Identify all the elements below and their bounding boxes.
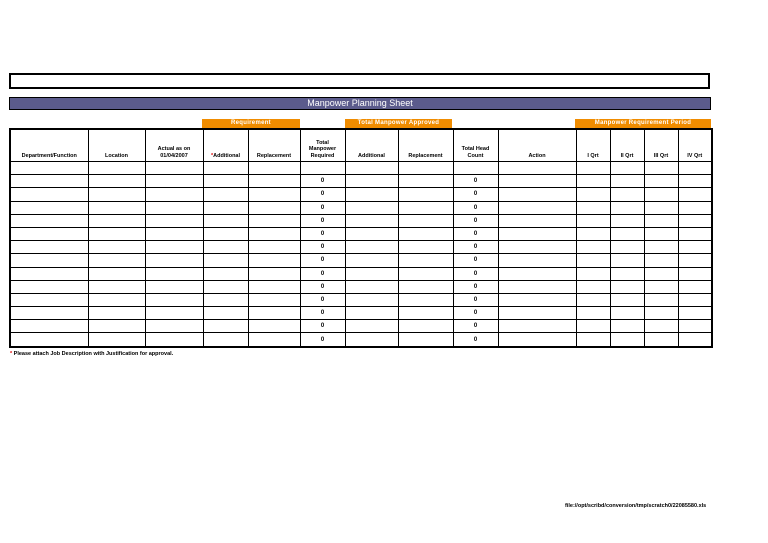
table-cell[interactable] [576, 280, 610, 293]
table-cell[interactable] [10, 188, 88, 201]
table-cell[interactable] [145, 227, 203, 240]
table-cell[interactable] [644, 293, 678, 306]
table-row [10, 214, 712, 227]
table-cell[interactable] [678, 241, 712, 254]
table-row [10, 188, 712, 201]
table-cell[interactable] [203, 333, 248, 347]
table-cell[interactable] [498, 254, 576, 267]
table-cell[interactable] [644, 241, 678, 254]
table-cell[interactable] [610, 333, 644, 347]
table-cell[interactable] [678, 254, 712, 267]
table-cell[interactable]: 0 [300, 201, 345, 214]
table-cell[interactable] [610, 214, 644, 227]
required-star: * [10, 351, 13, 357]
table-cell[interactable] [203, 293, 248, 306]
table-cell[interactable]: 0 [300, 280, 345, 293]
table-cell[interactable] [345, 214, 398, 227]
column-header-label: II Qrt [620, 152, 634, 159]
table-row [10, 267, 712, 280]
table-cell[interactable] [398, 293, 453, 306]
table-cell[interactable] [678, 175, 712, 188]
table-cell[interactable]: 0 [453, 241, 498, 254]
table-cell[interactable] [678, 162, 712, 175]
table-cell[interactable] [248, 267, 300, 280]
table-cell[interactable] [248, 188, 300, 201]
table-cell[interactable] [203, 320, 248, 333]
approval-note-text: Please attach Job Description with Justification for approval. [12, 351, 174, 357]
table-cell[interactable] [644, 254, 678, 267]
table-cell[interactable] [145, 267, 203, 280]
table-cell[interactable] [678, 320, 712, 333]
table-cell[interactable] [498, 241, 576, 254]
table-cell[interactable] [248, 254, 300, 267]
table-cell[interactable] [248, 307, 300, 320]
table-cell[interactable] [610, 320, 644, 333]
table-cell[interactable] [248, 280, 300, 293]
table-cell[interactable] [88, 227, 145, 240]
table-cell[interactable] [644, 175, 678, 188]
table-body [10, 162, 712, 347]
table-cell[interactable] [576, 320, 610, 333]
table-cell[interactable] [678, 333, 712, 347]
period-group-header: Manpower Requirement Period [575, 119, 711, 128]
table-cell[interactable]: 0 [453, 214, 498, 227]
column-header-label: Actual as on 01/04/2007 [157, 146, 191, 159]
table-cell[interactable]: 0 [453, 201, 498, 214]
table-cell[interactable] [398, 280, 453, 293]
table-cell[interactable]: 0 [300, 188, 345, 201]
column-header-label: Total Head Count [461, 146, 490, 159]
column-header [398, 129, 453, 162]
requirement-group-header: Requirement [202, 119, 300, 128]
table-cell[interactable] [10, 241, 88, 254]
table-cell[interactable] [610, 267, 644, 280]
table-cell[interactable] [88, 320, 145, 333]
column-header [345, 129, 398, 162]
table-cell[interactable] [678, 307, 712, 320]
table-cell[interactable]: 0 [453, 188, 498, 201]
table-cell[interactable]: 0 [453, 175, 498, 188]
column-header-label: Additional [213, 152, 241, 159]
table-cell[interactable] [678, 280, 712, 293]
table-cell[interactable] [10, 307, 88, 320]
column-header [10, 129, 88, 162]
table-cell[interactable] [498, 162, 576, 175]
sheet-banner-title: Manpower Planning Sheet [9, 97, 711, 110]
table-cell[interactable] [498, 214, 576, 227]
table-cell[interactable] [88, 188, 145, 201]
table-cell[interactable] [498, 201, 576, 214]
file-path-footer: file://opt/scribd/conversion/tmp/scratch0/22085580.xls [565, 503, 707, 509]
table-row [10, 175, 712, 188]
table-cell[interactable] [398, 188, 453, 201]
table-cell[interactable] [88, 241, 145, 254]
column-header [300, 129, 345, 162]
manpower-table [9, 128, 713, 348]
table-cell[interactable] [88, 254, 145, 267]
table-cell[interactable] [345, 227, 398, 240]
table-cell[interactable]: 0 [453, 307, 498, 320]
table-cell[interactable] [345, 293, 398, 306]
column-header-label: IV Qrt [687, 152, 703, 159]
column-header [498, 129, 576, 162]
table-cell[interactable]: 0 [300, 293, 345, 306]
table-cell[interactable] [203, 254, 248, 267]
table-cell[interactable] [398, 227, 453, 240]
table-cell[interactable] [610, 293, 644, 306]
table-cell[interactable] [345, 162, 398, 175]
approved-group-header: Total Manpower Approved [345, 119, 452, 128]
column-header-label: Total Manpower Required [308, 139, 337, 159]
table-cell[interactable] [398, 214, 453, 227]
column-header-label: Location [105, 152, 128, 159]
table-cell[interactable] [610, 307, 644, 320]
column-header-label: Action [528, 152, 546, 159]
table-cell[interactable] [203, 241, 248, 254]
table-cell[interactable] [576, 333, 610, 347]
column-header-label: I Qrt [587, 152, 599, 159]
table-cell[interactable] [203, 267, 248, 280]
table-cell[interactable]: 0 [453, 267, 498, 280]
table-cell[interactable] [145, 188, 203, 201]
table-cell[interactable] [10, 333, 88, 347]
table-cell[interactable] [10, 254, 88, 267]
table-row [10, 333, 712, 347]
table-cell[interactable] [145, 293, 203, 306]
table-cell[interactable] [610, 227, 644, 240]
table-cell[interactable]: 0 [453, 227, 498, 240]
table-cell[interactable] [10, 162, 88, 175]
table-cell[interactable] [88, 280, 145, 293]
table-cell[interactable] [610, 201, 644, 214]
table-cell[interactable] [644, 214, 678, 227]
table-row [10, 162, 712, 175]
column-header [88, 129, 145, 162]
table-cell[interactable] [576, 254, 610, 267]
column-header [145, 129, 203, 162]
table-cell[interactable] [453, 162, 498, 175]
table-cell[interactable] [248, 320, 300, 333]
table-cell[interactable] [644, 227, 678, 240]
table-cell[interactable] [345, 175, 398, 188]
table-cell[interactable] [398, 241, 453, 254]
table-cell[interactable] [498, 267, 576, 280]
table-cell[interactable] [88, 267, 145, 280]
table-cell[interactable] [88, 201, 145, 214]
table-cell[interactable] [576, 201, 610, 214]
table-cell[interactable]: 0 [453, 254, 498, 267]
table-cell[interactable] [145, 280, 203, 293]
table-cell[interactable]: 0 [300, 307, 345, 320]
table-cell[interactable] [203, 188, 248, 201]
table-cell[interactable] [398, 201, 453, 214]
table-cell[interactable] [498, 280, 576, 293]
table-row [10, 320, 712, 333]
column-header [248, 129, 300, 162]
table-cell[interactable] [248, 241, 300, 254]
table-cell[interactable] [345, 201, 398, 214]
table-cell[interactable] [576, 293, 610, 306]
table-cell[interactable] [88, 214, 145, 227]
table-cell[interactable] [248, 201, 300, 214]
column-header-label: Replacement [408, 152, 443, 159]
table-cell[interactable]: 0 [453, 333, 498, 347]
table-cell[interactable]: 0 [300, 241, 345, 254]
column-header-label: III Qrt [653, 152, 669, 159]
table-cell[interactable] [10, 214, 88, 227]
table-cell[interactable] [610, 280, 644, 293]
column-header [610, 129, 644, 162]
table-cell[interactable] [644, 201, 678, 214]
table-cell[interactable] [248, 175, 300, 188]
table-cell[interactable] [345, 320, 398, 333]
table-cell[interactable] [398, 267, 453, 280]
column-header [678, 129, 712, 162]
table-cell[interactable] [10, 320, 88, 333]
table-cell[interactable] [203, 280, 248, 293]
table-cell[interactable] [678, 201, 712, 214]
table-cell[interactable]: 0 [300, 227, 345, 240]
table-cell[interactable] [145, 333, 203, 347]
table-cell[interactable] [145, 254, 203, 267]
table-cell[interactable] [498, 320, 576, 333]
table-cell[interactable] [610, 175, 644, 188]
table-cell[interactable] [644, 188, 678, 201]
table-cell[interactable] [145, 307, 203, 320]
table-cell[interactable] [576, 214, 610, 227]
table-cell[interactable] [576, 307, 610, 320]
table-cell[interactable] [576, 227, 610, 240]
table-row [10, 293, 712, 306]
table-cell[interactable] [498, 227, 576, 240]
table-cell[interactable] [345, 254, 398, 267]
table-cell[interactable] [678, 267, 712, 280]
table-cell[interactable] [248, 227, 300, 240]
table-cell[interactable]: 0 [300, 175, 345, 188]
table-cell[interactable] [248, 214, 300, 227]
table-cell[interactable] [145, 214, 203, 227]
table-cell[interactable] [145, 175, 203, 188]
sheet-title-box[interactable] [9, 73, 710, 89]
required-star: * [210, 152, 214, 159]
table-cell[interactable] [610, 188, 644, 201]
table-cell[interactable] [145, 241, 203, 254]
table-cell[interactable] [88, 175, 145, 188]
table-cell[interactable] [248, 333, 300, 347]
table-cell[interactable]: 0 [300, 267, 345, 280]
column-header [203, 129, 248, 162]
table-cell[interactable] [576, 188, 610, 201]
table-cell[interactable] [345, 280, 398, 293]
table-cell[interactable]: 0 [300, 320, 345, 333]
table-cell[interactable]: 0 [453, 293, 498, 306]
table-header-row [10, 129, 712, 162]
table-cell[interactable] [498, 307, 576, 320]
table-cell[interactable] [644, 333, 678, 347]
table-cell[interactable] [345, 267, 398, 280]
table-cell[interactable] [678, 188, 712, 201]
table-cell[interactable] [10, 267, 88, 280]
table-cell[interactable]: 0 [453, 320, 498, 333]
table-cell[interactable] [203, 227, 248, 240]
table-cell[interactable]: 0 [300, 214, 345, 227]
table-cell[interactable] [300, 162, 345, 175]
table-cell[interactable] [610, 162, 644, 175]
table-cell[interactable] [10, 175, 88, 188]
column-header-label: Replacement [256, 152, 292, 159]
table-row [10, 280, 712, 293]
table-cell[interactable] [10, 280, 88, 293]
table-cell[interactable] [88, 293, 145, 306]
table-cell[interactable] [398, 254, 453, 267]
table-row [10, 227, 712, 240]
table-cell[interactable] [145, 201, 203, 214]
table-cell[interactable] [644, 162, 678, 175]
table-cell[interactable] [10, 293, 88, 306]
table-cell[interactable] [644, 320, 678, 333]
table-cell[interactable] [678, 227, 712, 240]
table-cell[interactable] [678, 293, 712, 306]
table-cell[interactable] [498, 293, 576, 306]
table-cell[interactable] [576, 267, 610, 280]
table-cell[interactable] [10, 201, 88, 214]
table-cell[interactable] [398, 320, 453, 333]
table-cell[interactable] [88, 307, 145, 320]
table-cell[interactable] [678, 214, 712, 227]
column-header-label: Department/Function [21, 152, 77, 159]
table-cell[interactable] [203, 175, 248, 188]
table-cell[interactable] [345, 333, 398, 347]
table-cell[interactable] [398, 175, 453, 188]
table-cell[interactable] [345, 307, 398, 320]
table-cell[interactable] [398, 333, 453, 347]
approval-note [10, 351, 173, 357]
table-cell[interactable] [644, 307, 678, 320]
table-cell[interactable] [644, 280, 678, 293]
table-cell[interactable] [248, 162, 300, 175]
table-cell[interactable] [644, 267, 678, 280]
table-cell[interactable] [203, 201, 248, 214]
table-row [10, 201, 712, 214]
table-cell[interactable] [145, 162, 203, 175]
column-header-label: Additional [358, 152, 385, 159]
table-cell[interactable] [498, 188, 576, 201]
table-cell[interactable] [498, 333, 576, 347]
table-cell[interactable] [203, 162, 248, 175]
table-cell[interactable] [576, 162, 610, 175]
table-cell[interactable] [576, 175, 610, 188]
table-cell[interactable] [610, 254, 644, 267]
table-cell[interactable] [610, 241, 644, 254]
table-cell[interactable] [88, 162, 145, 175]
table-cell[interactable] [203, 307, 248, 320]
table-row [10, 307, 712, 320]
table-cell[interactable] [10, 227, 88, 240]
table-cell[interactable]: 0 [300, 333, 345, 347]
column-header [644, 129, 678, 162]
table-cell[interactable] [88, 333, 145, 347]
table-cell[interactable] [203, 214, 248, 227]
table-row [10, 241, 712, 254]
table-cell[interactable]: 0 [300, 254, 345, 267]
table-cell[interactable]: 0 [453, 280, 498, 293]
column-header [453, 129, 498, 162]
table-cell[interactable] [145, 320, 203, 333]
table-cell[interactable] [248, 293, 300, 306]
table-cell[interactable] [345, 241, 398, 254]
column-header [576, 129, 610, 162]
table-cell[interactable] [498, 175, 576, 188]
table-cell[interactable] [398, 162, 453, 175]
table-cell[interactable] [345, 188, 398, 201]
table-row [10, 254, 712, 267]
table-cell[interactable] [576, 241, 610, 254]
table-cell[interactable] [398, 307, 453, 320]
